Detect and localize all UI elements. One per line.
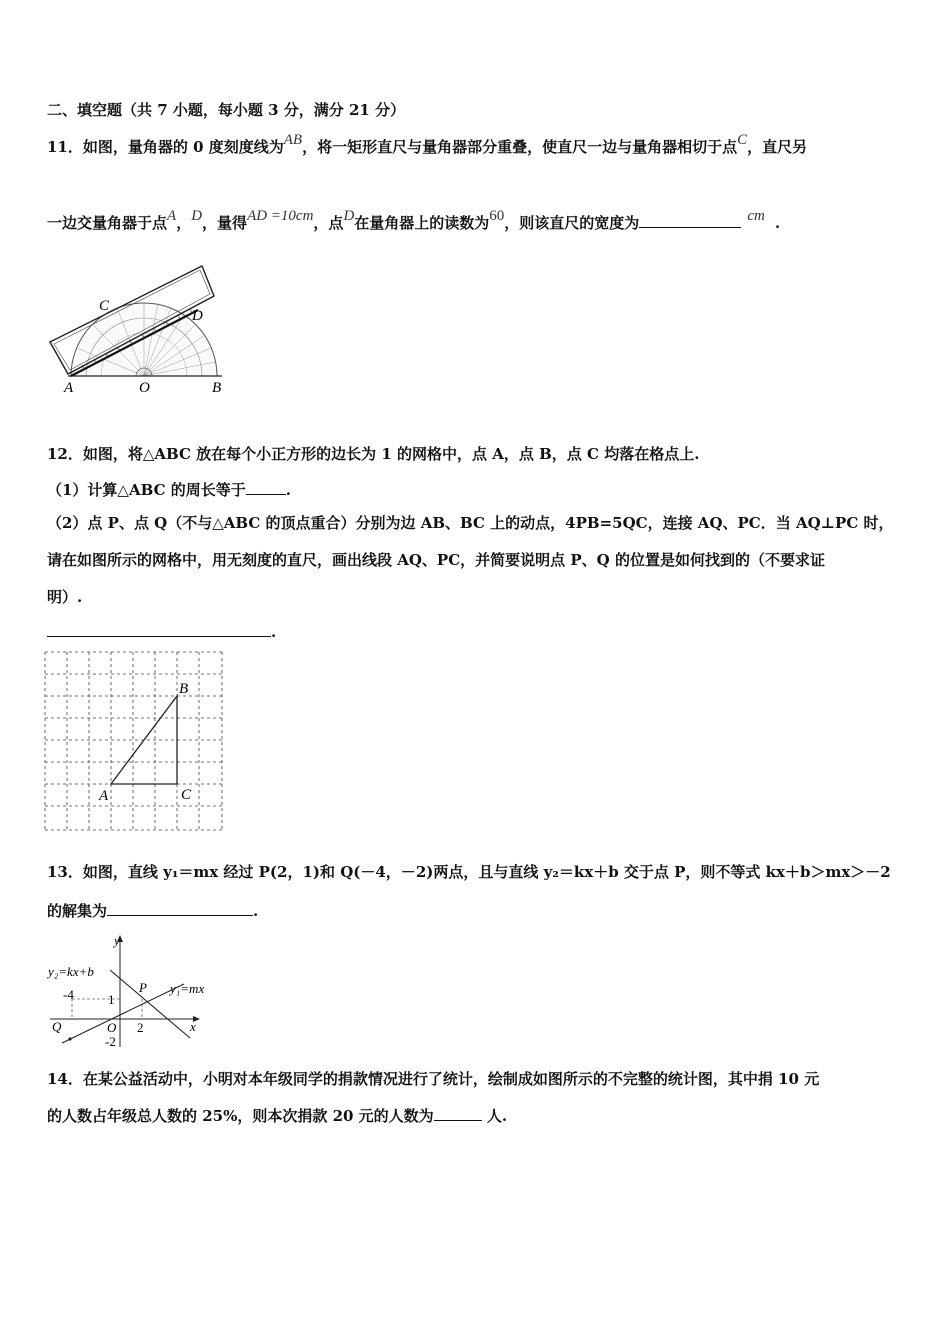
q11-math-cm: cm	[747, 208, 765, 224]
q12-part2-line2: 请在如图所示的网格中，用无刻度的直尺，画出线段 AQ、PC，并简要说明点 P、Q 的位置是如何找到的（不要求证	[47, 551, 825, 569]
q12-answer-line	[47, 620, 276, 643]
q13-label-2: 2	[137, 1020, 144, 1035]
q13-label-x: x	[190, 1019, 196, 1034]
q12-answer-period: .	[271, 623, 277, 641]
q12-part1-period: .	[285, 481, 291, 499]
q11-label-o: O	[139, 380, 150, 396]
q13-answer-blank[interactable]	[107, 899, 253, 916]
q12-label-a: A	[99, 788, 109, 804]
q12-grid	[45, 652, 222, 830]
q12-label-b: B	[179, 681, 189, 697]
q13-label-y: y	[114, 933, 120, 948]
q12-answer-blank[interactable]	[47, 620, 271, 637]
q11-math-c: C	[737, 132, 748, 148]
q13-label-o: O	[107, 1020, 117, 1035]
q11-text-5: ，量得	[202, 214, 248, 232]
q13-line2-text: 的解集为	[47, 902, 108, 920]
q11-text-2: ，将一矩形直尺与量角器部分重叠，使直尺一边与量角器相切于点	[302, 138, 738, 156]
q11-text-7: 在量角器上的读数为	[354, 214, 490, 232]
section-heading: 二、填空题（共 7 小题，每小题 3 分，满分 21 分）	[47, 101, 406, 119]
q13-period: .	[253, 902, 259, 920]
q11-text-3: ，直尺另	[747, 138, 808, 156]
q11-line2	[47, 208, 781, 235]
q12-grid-figure	[44, 651, 226, 833]
q11-text-4: 一边交量角器于点	[47, 214, 168, 232]
q11-math-d2: D	[343, 208, 355, 224]
q13-point-q	[68, 1037, 71, 1040]
q13-graph-figure	[44, 932, 224, 1050]
q11-protractor-figure	[44, 262, 234, 397]
q11-line1	[47, 132, 808, 159]
q13-label-neg4: -4	[63, 987, 74, 1002]
q13-label-q: Q	[52, 1019, 62, 1034]
q11-math-ab: AB	[283, 132, 303, 148]
q11-math-ad: AD =10cm	[247, 208, 314, 224]
q13-line1: 13．如图，直线 y₁＝mx 经过 P(2，1)和 Q(－4，－2)两点，且与直线 y₂＝kx＋b 交于点 P，则不等式 kx＋b＞mx＞－2	[47, 863, 891, 881]
q11-label-d: D	[192, 308, 203, 324]
q11-text-1: 11．如图，量角器的 0 度刻度线为	[47, 138, 284, 156]
q12-part1-text: （1）计算△ABC 的周长等于	[47, 481, 246, 499]
q13-line2	[47, 899, 258, 922]
q12-label-c: C	[181, 787, 192, 803]
q11-math-60: 60	[489, 208, 505, 224]
q11-math-a: A	[167, 208, 177, 224]
q13-label-p: P	[139, 980, 147, 995]
q12-intro: 12．如图，将△ABC 放在每个小正方形的边长为 1 的网格中，点 A，点 B，点 C 均落在格点上.	[47, 445, 700, 463]
q14-line2-text: 的人数占年级总人数的 25%，则本次捐款 20 元的人数为	[47, 1107, 434, 1125]
q11-text-6: ，点	[313, 214, 344, 232]
q11-text-8: ，则该直尺的宽度为	[504, 214, 640, 232]
q12-part1-blank[interactable]	[246, 478, 286, 495]
q13-label-y2: y₂=kx+b	[48, 964, 94, 979]
q13-label-y1: y₁=mx	[170, 981, 205, 996]
q12-part2-line1: （2）点 P、点 Q（不与△ABC 的顶点重合）分别为边 AB、BC 上的动点，4PB=5QC，连接 AQ、PC．当 AQ⊥PC 时，	[47, 514, 894, 532]
q14-line2	[47, 1104, 507, 1127]
q11-label-b: B	[212, 380, 222, 396]
q14-end: 人.	[481, 1107, 508, 1125]
q13-label-1: 1	[108, 992, 115, 1007]
q11-math-d: D	[191, 208, 203, 224]
q13-line-y1	[62, 984, 184, 1043]
q11-label-c: C	[99, 298, 110, 314]
q12-part1	[47, 478, 291, 501]
q11-period: .	[774, 214, 781, 232]
q12-part2-line3: 明）.	[47, 588, 83, 606]
q13-label-neg2: -2	[105, 1034, 116, 1049]
q14-line1: 14．在某公益活动中，小明对本年级同学的捐款情况进行了统计，绘制成如图所示的不完整的统计图，其中捐 10 元	[47, 1070, 820, 1088]
q11-comma: ，	[176, 214, 192, 232]
q14-answer-blank[interactable]	[434, 1104, 482, 1121]
q11-answer-blank[interactable]	[639, 211, 741, 228]
q11-label-a: A	[64, 380, 74, 396]
